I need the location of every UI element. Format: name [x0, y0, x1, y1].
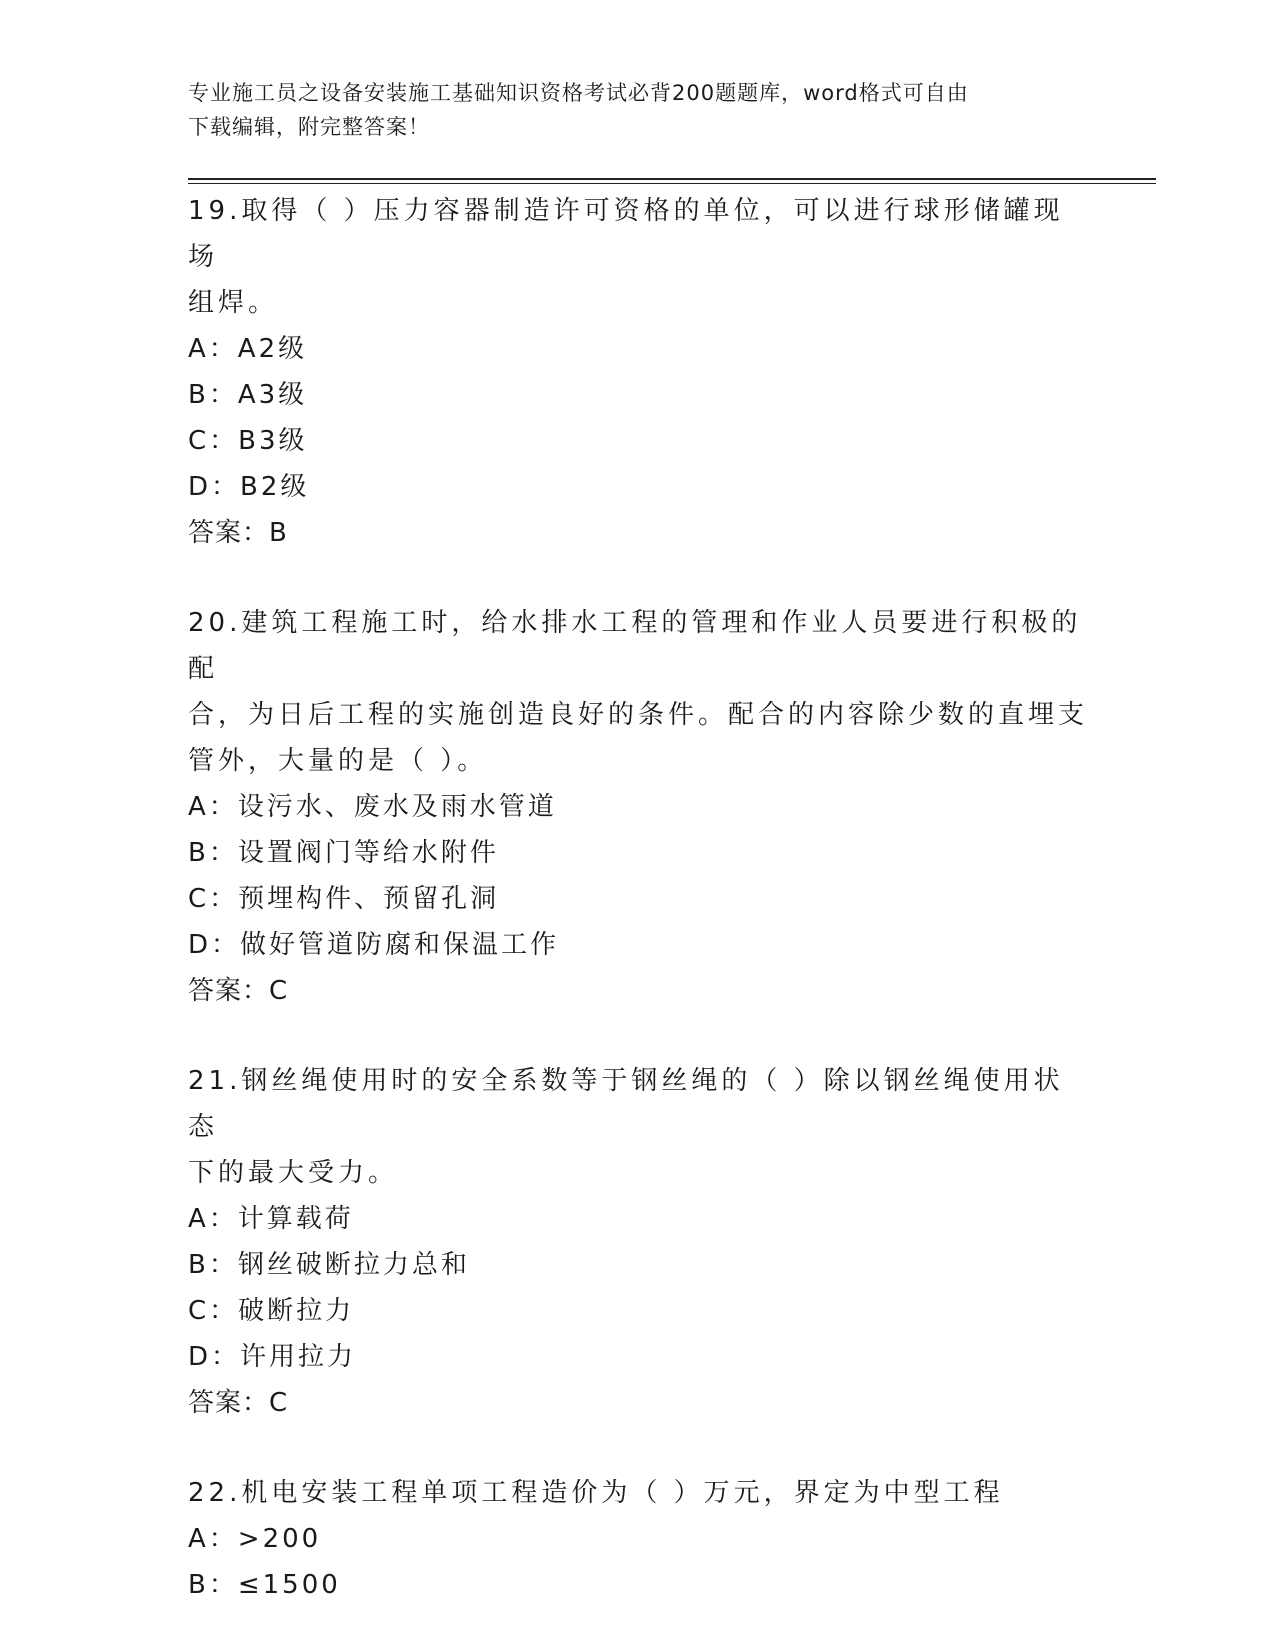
option-c: C：B3级 [188, 426, 308, 456]
header-divider-thick [188, 178, 1156, 180]
option-c: C：预埋构件、预留孔洞 [188, 884, 500, 914]
answer: 答案：B [188, 518, 288, 548]
option-a: A：A2级 [188, 334, 308, 364]
question-stem-line: 19.取得（ ）压力容器制造许可资格的单位，可以进行球形储罐现场 [188, 196, 1064, 272]
option-b: B：钢丝破断拉力总和 [188, 1250, 470, 1280]
option-a: A：设污水、废水及雨水管道 [188, 792, 557, 822]
answer: 答案：C [188, 1388, 289, 1418]
answer: 答案：C [188, 976, 289, 1006]
header-line-2: 下载编辑，附完整答案！ [188, 115, 430, 139]
question-stem-line: 合，为日后工程的实施创造良好的条件。配合的内容除少数的直埋支 [188, 700, 1089, 730]
option-d: D：B2级 [188, 472, 310, 502]
option-b: B：设置阀门等给水附件 [188, 838, 499, 868]
question-22 [188, 1470, 1088, 1608]
question-stem-line: 21.钢丝绳使用时的安全系数等于钢丝绳的（ ）除以钢丝绳使用状态 [188, 1066, 1064, 1142]
question-stem-line: 22.机电安装工程单项工程造价为（ ）万元，界定为中型工程 [188, 1478, 1004, 1508]
option-a: A：>200 [188, 1524, 322, 1554]
question-stem-line: 组焊。 [188, 288, 279, 318]
question-stem-line: 管外，大量的是（ ）。 [188, 746, 488, 776]
option-b: B：≤1500 [188, 1570, 341, 1600]
header-divider-thin [188, 183, 1156, 184]
option-b: B：A3级 [188, 380, 308, 410]
header-line-1: 专业施工员之设备安装施工基础知识资格考试必背200题题库，word格式可自由 [188, 81, 969, 105]
spacer [188, 1426, 1088, 1470]
question-21 [188, 1058, 1088, 1426]
spacer [188, 1014, 1088, 1058]
document-header [188, 76, 1088, 144]
question-stem-line: 20.建筑工程施工时，给水排水工程的管理和作业人员要进行积极的配 [188, 608, 1082, 684]
option-d: D：许用拉力 [188, 1342, 357, 1372]
question-stem-line: 下的最大受力。 [188, 1158, 399, 1188]
option-d: D：做好管道防腐和保温工作 [188, 930, 560, 960]
question-20 [188, 600, 1088, 1014]
spacer [188, 556, 1088, 600]
option-c: C：破断拉力 [188, 1296, 355, 1326]
question-list [188, 188, 1088, 1608]
question-19 [188, 188, 1088, 556]
option-a: A：计算载荷 [188, 1204, 354, 1234]
